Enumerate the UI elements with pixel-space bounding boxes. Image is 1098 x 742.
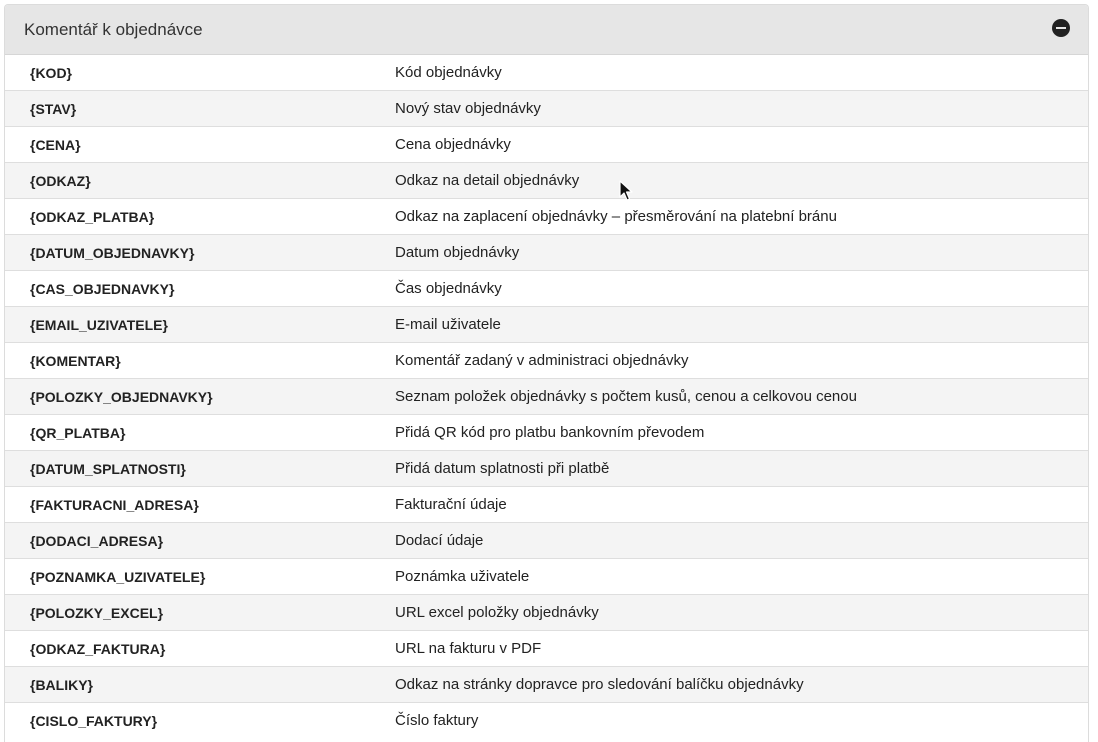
table-row [5, 415, 1088, 451]
variable-description: Kód objednávky [395, 64, 502, 81]
variable-description: Komentář zadaný v administraci objednávky [370, 343, 1088, 379]
table-row [5, 631, 1088, 667]
table-row [5, 55, 1088, 91]
table-row [5, 703, 1088, 739]
minus-circle-icon[interactable] [1052, 19, 1070, 37]
variable-name: {CENA} [5, 127, 370, 163]
variable-description: Seznam položek objednávky s počtem kusů, cenou a celkovou cenou [370, 379, 1088, 415]
variable-description: Číslo faktury [370, 703, 1088, 739]
variables-table [5, 55, 1088, 738]
table-row [5, 343, 1088, 379]
variable-description: Odkaz na stránky dopravce pro sledování balíčku objednávky [370, 667, 1088, 703]
table-row [5, 487, 1088, 523]
table-row [5, 379, 1088, 415]
variable-description: Nový stav objednávky [370, 91, 1088, 127]
variable-name: {POLOZKY_EXCEL} [5, 595, 370, 631]
table-row [5, 271, 1088, 307]
variable-description: Poznámka uživatele [370, 559, 1088, 595]
variable-name: {CAS_OBJEDNAVKY} [5, 271, 370, 307]
table-row [5, 91, 1088, 127]
variable-name: {EMAIL_UZIVATELE} [5, 307, 370, 343]
variable-description: Odkaz na zaplacení objednávky – přesměrování na platební bránu [370, 199, 1088, 235]
variable-description: Přidá QR kód pro platbu bankovním převodem [370, 415, 1088, 451]
table-row [5, 199, 1088, 235]
variable-name: {ODKAZ} [5, 163, 370, 199]
variable-name: {POLOZKY_OBJEDNAVKY} [5, 379, 370, 415]
table-row [5, 127, 1088, 163]
variable-name: {KOD} [30, 64, 73, 81]
table-row [5, 667, 1088, 703]
table-row [5, 451, 1088, 487]
variable-name: {ODKAZ_PLATBA} [5, 199, 370, 235]
variable-name: {STAV} [5, 91, 370, 127]
table-row [5, 595, 1088, 631]
order-comment-panel [4, 4, 1089, 742]
table-row [5, 307, 1088, 343]
variable-name: {KOMENTAR} [5, 343, 370, 379]
variable-description: Dodací údaje [370, 523, 1088, 559]
variable-name: {DATUM_SPLATNOSTI} [5, 451, 370, 487]
variable-description: URL excel položky objednávky [370, 595, 1088, 631]
variable-name: {ODKAZ_FAKTURA} [5, 631, 370, 667]
variable-description: Fakturační údaje [370, 487, 1088, 523]
variable-description: Odkaz na detail objednávky [370, 163, 1088, 199]
variable-name: {CISLO_FAKTURY} [5, 703, 370, 739]
panel-header[interactable] [5, 5, 1088, 55]
variable-name: {DODACI_ADRESA} [5, 523, 370, 559]
variable-description: Datum objednávky [370, 235, 1088, 271]
table-row [5, 235, 1088, 271]
mouse-pointer-icon [619, 180, 633, 202]
variable-description: URL na fakturu v PDF [370, 631, 1088, 667]
table-row [5, 523, 1088, 559]
table-row [5, 163, 1088, 199]
variable-name: {POZNAMKA_UZIVATELE} [5, 559, 370, 595]
variable-description: Čas objednávky [370, 271, 1088, 307]
variable-name: {DATUM_OBJEDNAVKY} [5, 235, 370, 271]
variable-name: {BALIKY} [5, 667, 370, 703]
variable-description: Přidá datum splatnosti při platbě [370, 451, 1088, 487]
variable-description: Cena objednávky [370, 127, 1088, 163]
panel-title: Komentář k objednávce [24, 19, 203, 39]
table-row [5, 559, 1088, 595]
variable-description: E-mail uživatele [370, 307, 1088, 343]
variable-name: {QR_PLATBA} [5, 415, 370, 451]
variable-name: {FAKTURACNI_ADRESA} [5, 487, 370, 523]
